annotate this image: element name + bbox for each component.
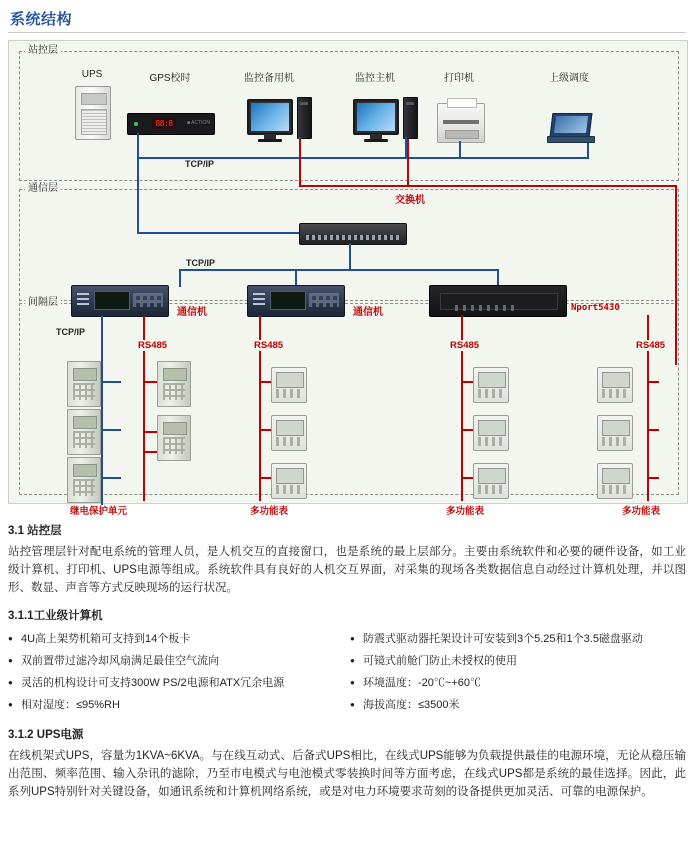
monitor-base <box>364 139 388 142</box>
uplink-drop-line <box>587 143 589 158</box>
laptop-screen <box>550 113 593 137</box>
device-label-scada-uplink: 上级调度 <box>549 73 589 84</box>
meter-display <box>276 468 304 484</box>
layer-box-bay <box>19 303 679 495</box>
uplink-dashed-line <box>459 157 589 158</box>
list-item: ● 相对湿度：≤95%RH <box>8 694 344 716</box>
relay-keypad <box>73 383 95 400</box>
list-item: ● 海拔高度：≤3500米 <box>350 694 686 716</box>
relay-protection-unit <box>157 415 191 461</box>
device-label-ups: UPS <box>81 69 103 80</box>
printer-output-slot <box>443 120 479 124</box>
meter-buttons <box>276 485 302 494</box>
network-switch <box>299 223 407 245</box>
multifunction-meter <box>271 463 307 499</box>
group-label-meters-2: 多功能表 <box>446 506 485 517</box>
comm-keypad <box>133 293 163 307</box>
meter-buttons <box>478 389 504 398</box>
device-label-main-workstation: 监控主机 <box>355 73 395 84</box>
multifunction-meter <box>473 415 509 451</box>
device-label-comm-unit-1: 通信机 <box>177 307 207 318</box>
gps-timing-device <box>127 113 215 135</box>
system-architecture-diagram <box>8 40 688 517</box>
relay-display <box>73 464 97 477</box>
switch-down-bus <box>179 269 499 271</box>
spec-column-right <box>344 628 686 716</box>
rs485-4-branch-3 <box>647 477 659 479</box>
monitor-base <box>258 139 282 142</box>
printer-drop-line <box>459 141 461 158</box>
printer-tray <box>445 130 479 139</box>
device-label-switch: 交换机 <box>395 195 425 206</box>
switch-ports <box>306 235 400 240</box>
comm-lcd <box>270 291 306 310</box>
printer-device <box>437 103 485 143</box>
meter-buttons <box>478 437 504 446</box>
ups-device <box>75 86 111 140</box>
meter-buttons <box>602 437 628 446</box>
device-label-nport: Nport5430 <box>571 303 620 313</box>
comm-indicator-lamps <box>77 293 89 308</box>
relay-display <box>163 368 187 381</box>
group-label-meters-1: 多功能表 <box>250 506 289 517</box>
layer-label-comm: 通信层 <box>25 183 61 195</box>
section-heading-31: 3.1 站控层 <box>8 525 62 537</box>
group-label-relay: 继电保护单元 <box>70 506 128 517</box>
ups-vent <box>81 109 107 135</box>
rs485-3-branch-1 <box>461 381 473 383</box>
station-to-switch-line <box>137 157 139 233</box>
bus-label-rs485-1: RS485 <box>138 340 168 351</box>
nport-device <box>429 285 567 317</box>
comm-unit-2 <box>247 285 345 317</box>
gps-status-led <box>134 122 138 126</box>
bus-label-rs485-3: RS485 <box>450 340 480 351</box>
comm-lcd <box>94 291 130 310</box>
rs485-1-branch-3 <box>143 451 157 453</box>
net-label-station-tcpip: TCP/IP <box>185 159 215 169</box>
list-item: ● 4U高上架势机箱可支持到14个板卡 <box>8 628 344 650</box>
bus-label-rs485-4: RS485 <box>636 340 666 351</box>
red-drop-main-ws <box>407 139 409 186</box>
main-workstation-tower <box>403 97 418 139</box>
meter-buttons <box>276 437 302 446</box>
laptop-keyboard <box>547 136 595 143</box>
article-body <box>8 512 686 803</box>
relay-protection-unit <box>67 361 101 407</box>
monitor-screen <box>357 103 395 131</box>
device-label-printer: 打印机 <box>444 73 474 84</box>
rs485-2-branch-3 <box>259 477 271 479</box>
meter-display <box>602 420 630 436</box>
bay-blue-branch-1 <box>101 381 121 383</box>
printer-paper <box>447 98 477 108</box>
bus-label-rs485-2: RS485 <box>254 340 284 351</box>
red-drop-backup-ws <box>299 139 301 186</box>
multifunction-meter <box>597 367 633 403</box>
relay-keypad <box>163 383 185 400</box>
bay-blue-branch-3 <box>101 477 121 479</box>
multifunction-meter <box>597 415 633 451</box>
meter-display <box>602 468 630 484</box>
page-title: 系统结构 <box>10 11 73 28</box>
multifunction-meter <box>271 367 307 403</box>
meter-display <box>478 420 506 436</box>
meter-display <box>602 372 630 388</box>
spec-bullet-grid <box>8 628 686 716</box>
rs485-trunk-1 <box>143 341 145 501</box>
rs485-3-branch-3 <box>461 477 473 479</box>
section-heading-311: 3.1.1工业级计算机 <box>8 610 103 622</box>
multifunction-meter <box>597 463 633 499</box>
group-label-meters-3: 多功能表 <box>622 506 661 517</box>
relay-keypad <box>163 437 185 454</box>
backup-workstation-tower <box>297 97 312 139</box>
layer-label-station: 站控层 <box>25 45 61 57</box>
meter-display <box>478 468 506 484</box>
relay-protection-unit <box>67 409 101 455</box>
relay-keypad <box>73 479 95 496</box>
relay-keypad <box>73 431 95 448</box>
backup-workstation-monitor <box>247 99 293 135</box>
multifunction-meter <box>473 463 509 499</box>
net-label-switch-tcpip: TCP/IP <box>186 258 216 268</box>
gps-drop-line <box>137 133 139 158</box>
multifunction-meter <box>473 367 509 403</box>
comm-unit-1 <box>71 285 169 317</box>
gps-display: 88:8 <box>152 118 176 129</box>
device-label-gps: GPS校时 <box>149 73 191 84</box>
meter-display <box>276 372 304 388</box>
multifunction-meter <box>271 415 307 451</box>
relay-display <box>73 416 97 429</box>
meter-buttons <box>602 389 628 398</box>
relay-protection-unit <box>157 361 191 407</box>
main-workstation-monitor <box>353 99 399 135</box>
comm-indicator-lamps <box>253 293 265 308</box>
meter-buttons <box>276 389 302 398</box>
relay-protection-unit <box>67 457 101 503</box>
meter-buttons <box>602 485 628 494</box>
red-top-bus <box>299 185 677 187</box>
section-paragraph-312: 在线机架式UPS，容量为1KVA~6KVA。与在线互动式、后备式UPS相比，在线式UPS能够为负载提供最佳的电源环境，无论从稳压输出范围、频率范围、输入杂讯的滤除，乃至市电模式与电池模式零装换时间等方面考虑，在线式UPS都是系统的最佳选择。因此，此系列UPS特别针对关键设备，如通讯系统和计算机网络系统，或是对电力环境要求苛刻的设备提供更加灵活、可靠的电源保护。 <box>8 750 686 798</box>
red-right-trunk <box>675 185 677 365</box>
net-label-bay-tcpip: TCP/IP <box>56 327 86 337</box>
list-item: ● 防震式驱动器托架设计可安装到3个5.25和1个3.5磁盘驱动 <box>350 628 686 650</box>
bay-blue-branch-2 <box>101 429 121 431</box>
relay-display <box>163 422 187 435</box>
list-item: ● 灵活的机构设计可支持300W PS/2电源和ATX冗余电源 <box>8 672 344 694</box>
nport-leds <box>455 305 515 311</box>
nport-faceplate <box>440 293 558 310</box>
monitor-screen <box>251 103 289 131</box>
meter-display <box>276 420 304 436</box>
title-divider <box>8 32 686 33</box>
rs485-2-branch-1 <box>259 381 271 383</box>
gps-brand-text: ■ ACTION <box>186 120 210 126</box>
comm1-feed-line <box>179 269 181 287</box>
spec-column-left <box>8 628 344 716</box>
list-item: ● 可镜式前舱门防止未授权的使用 <box>350 650 686 672</box>
switch-down-line <box>349 243 351 270</box>
meter-display <box>478 372 506 388</box>
device-label-backup-workstation: 监控备用机 <box>244 73 294 84</box>
rs485-1-branch-2 <box>143 431 157 433</box>
switch-feed-line <box>137 232 307 234</box>
rs485-4-branch-2 <box>647 429 659 431</box>
section-paragraph-31: 站控管理层针对配电系统的管理人员，是人机交互的直接窗口，也是系统的最上层部分。主要由系统软件和必要的硬件设备，如工业级计算机、打印机、UPS电源等组成。系统软件具有良好的人机交互界面，对采集的现场各类数据信息自动经过计算机处理，并以图形、数显、声音等方式反映现场的运行状况。 <box>8 546 686 594</box>
rs485-4-branch-1 <box>647 381 659 383</box>
comm-keypad <box>309 293 339 307</box>
device-label-comm-unit-2: 通信机 <box>353 307 383 318</box>
relay-display <box>73 368 97 381</box>
rs485-2-branch-2 <box>259 429 271 431</box>
meter-buttons <box>478 485 504 494</box>
scada-uplink-laptop <box>547 113 593 143</box>
rs485-1-branch-1 <box>143 381 157 383</box>
rs485-3-branch-2 <box>461 429 473 431</box>
list-item: ● 双前置带过滤冷却风扇满足最佳空气流向 <box>8 650 344 672</box>
section-heading-312: 3.1.2 UPS电源 <box>8 729 84 741</box>
layer-label-bay: 间隔层 <box>25 297 61 309</box>
list-item: ● 环境温度：-20℃~+60℃ <box>350 672 686 694</box>
